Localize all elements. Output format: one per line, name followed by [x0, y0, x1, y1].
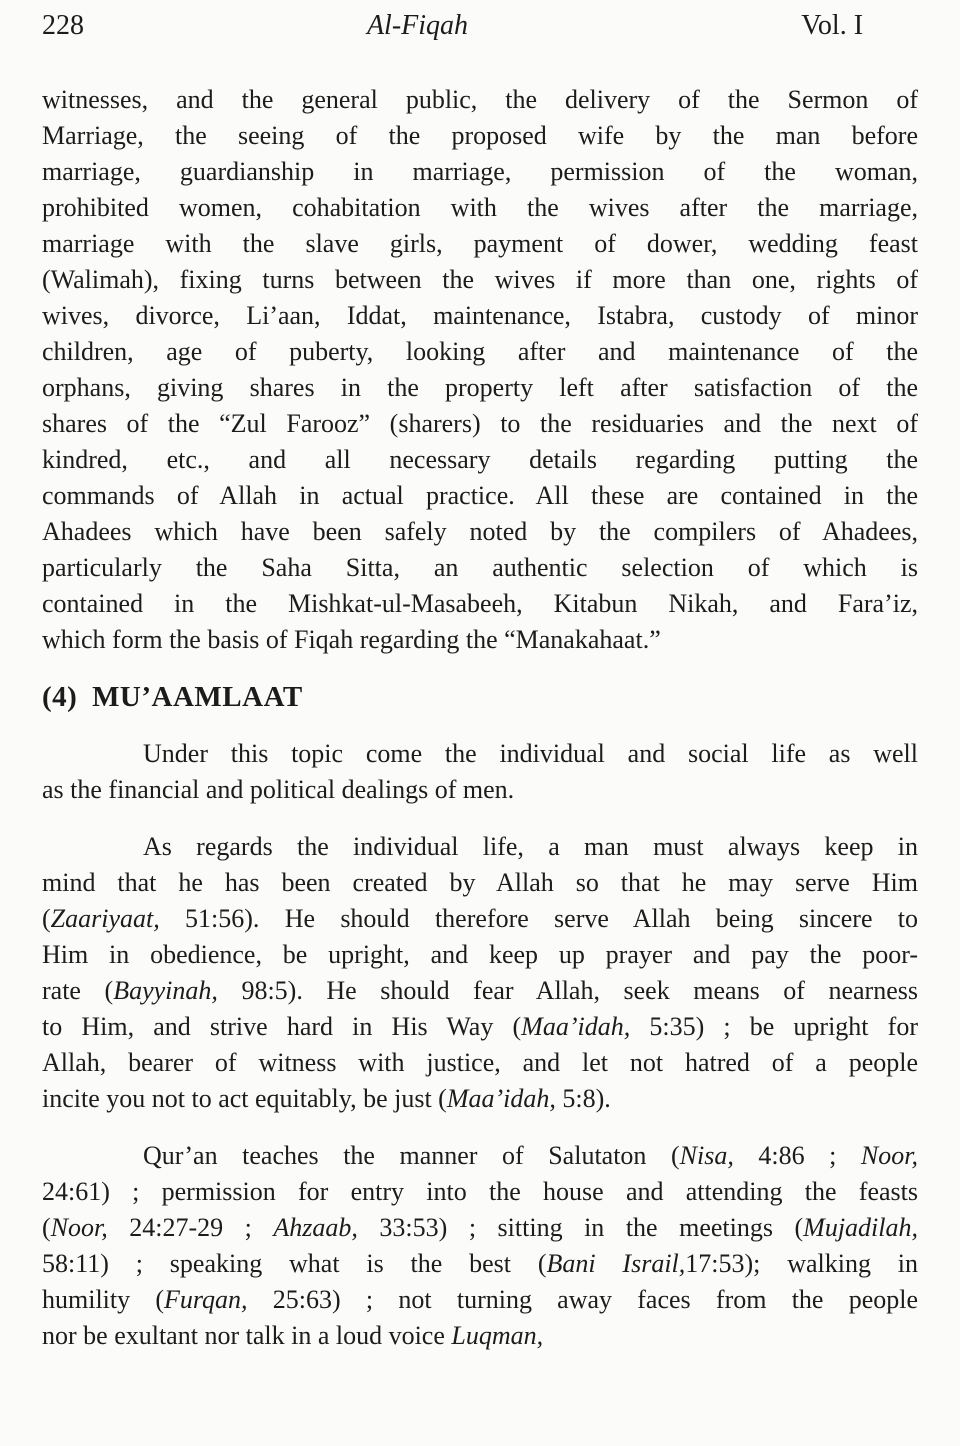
- text-run: Under this topic come the individual and social life as well: [143, 739, 918, 768]
- italic-text-run: Noor,: [860, 1141, 918, 1170]
- text-run: commands of Allah in actual practice. All these are contained in the: [42, 481, 918, 510]
- text-run: 98:5). He should fear Allah, seek means of nearness: [217, 976, 918, 1005]
- book-title: Al-Fiqah: [366, 10, 469, 41]
- italic-text-run: Maa’idah,: [521, 1012, 631, 1041]
- section-heading: (4) MU’AAMLAAT: [42, 681, 303, 713]
- text-run: Ahadees which have been safely noted by the compilers of Ahadees,: [42, 517, 918, 546]
- text-run: as the financial and political dealings of men.: [42, 775, 515, 804]
- text-run: Allah, bearer of witness with justice, and let not hatred of a people: [42, 1048, 918, 1077]
- text-line: [42, 1210, 918, 1246]
- paragraph: [42, 829, 918, 1117]
- paragraph: [42, 1138, 918, 1354]
- document-body: [42, 82, 918, 1354]
- text-run: orphans, giving shares in the property left after satisfaction of the: [42, 373, 918, 402]
- text-line: [42, 334, 918, 370]
- italic-text-run: Furqan,: [164, 1285, 248, 1314]
- text-line: [42, 865, 918, 901]
- text-run: prohibited women, cohabitation with the wives after the marriage,: [42, 193, 918, 222]
- paragraph: [42, 82, 918, 658]
- italic-text-run: Luqman,: [451, 1321, 544, 1350]
- volume-label: Vol. I: [801, 10, 864, 41]
- text-line: [42, 901, 918, 937]
- text-line: [42, 406, 918, 442]
- text-line: [42, 298, 918, 334]
- text-line: [42, 829, 918, 865]
- text-line: [42, 370, 918, 406]
- text-run: wives, divorce, Li’aan, Iddat, maintenance, Istabra, custody of minor: [42, 301, 918, 330]
- text-line: [42, 586, 918, 622]
- text-run: mind that he has been created by Allah so that he may serve Him: [42, 868, 918, 897]
- text-run: 51:56). He should therefore serve Allah being sincere to: [159, 904, 918, 933]
- text-line: [42, 118, 918, 154]
- text-run: kindred, etc., and all necessary details regarding putting the: [42, 445, 918, 474]
- text-run: (: [42, 1213, 51, 1242]
- text-run: 5:8).: [555, 1084, 611, 1113]
- text-line: [42, 190, 918, 226]
- text-line: [42, 973, 918, 1009]
- text-line: [42, 1081, 918, 1117]
- text-run: incite you not to act equitably, be just (: [42, 1084, 447, 1113]
- text-run: which form the basis of Fiqah regarding the “Manakahaat.”: [42, 625, 661, 654]
- text-run: humility (: [42, 1285, 165, 1314]
- text-line: [42, 1174, 918, 1210]
- text-line: [42, 772, 918, 808]
- text-run: 4:86 ;: [733, 1141, 861, 1170]
- text-run: contained in the Mishkat-ul-Masabeeh, Kitabun Nikah, and Fara’iz,: [42, 589, 918, 618]
- text-line: [42, 1318, 918, 1354]
- text-run: 5:35) ; be upright for: [630, 1012, 918, 1041]
- italic-text-run: Zaariyaat,: [50, 904, 160, 933]
- italic-text-run: Bayyinah,: [113, 976, 218, 1005]
- text-line: [42, 736, 918, 772]
- text-line: [42, 478, 918, 514]
- text-run: witnesses, and the general public, the delivery of the Sermon of: [42, 85, 918, 114]
- text-run: 24:61) ; permission for entry into the house and attending the feasts: [42, 1177, 918, 1206]
- italic-text-run: Noor,: [50, 1213, 108, 1242]
- text-line: [42, 1009, 918, 1045]
- text-run: 33:53) ; sitting in the meetings (: [357, 1213, 804, 1242]
- text-line: [42, 262, 918, 298]
- text-line: [42, 226, 918, 262]
- text-run: 24:27-29 ;: [107, 1213, 274, 1242]
- text-run: rate (: [42, 976, 114, 1005]
- text-line: [42, 82, 918, 118]
- text-line: [42, 442, 918, 478]
- italic-text-run: Mujadilah,: [803, 1213, 918, 1242]
- paragraph: [42, 736, 918, 808]
- text-run: 25:63) ; not turning away faces from the people: [247, 1285, 918, 1314]
- italic-text-run: Maa’idah,: [446, 1084, 556, 1113]
- text-run: (: [42, 904, 51, 933]
- text-run: Marriage, the seeing of the proposed wife by the man before: [42, 121, 918, 150]
- text-line: [42, 514, 918, 550]
- text-run: As regards the individual life, a man must always keep in: [143, 832, 918, 861]
- italic-text-run: Ahzaab,: [273, 1213, 358, 1242]
- page-number: 228: [42, 10, 84, 41]
- text-line: [42, 550, 918, 586]
- text-run: marriage with the slave girls, payment of dower, wedding feast: [42, 229, 918, 258]
- running-header: [42, 8, 918, 44]
- text-run: marriage, guardianship in marriage, permission of the woman,: [42, 157, 918, 186]
- italic-text-run: Nisa,: [679, 1141, 734, 1170]
- text-line: [42, 1246, 918, 1282]
- italic-text-run: Bani Israil,: [546, 1249, 686, 1278]
- text-run: shares of the “Zul Farooz” (sharers) to the residuaries and the next of: [42, 409, 918, 438]
- text-line: [42, 1138, 918, 1174]
- text-run: Qur’an teaches the manner of Salutaton (: [143, 1141, 680, 1170]
- text-line: [42, 937, 918, 973]
- text-run: 58:11) ; speaking what is the best (: [42, 1249, 547, 1278]
- text-run: Him in obedience, be upright, and keep up prayer and pay the poor-: [42, 940, 918, 969]
- text-run: 17:53); walking in: [685, 1249, 919, 1278]
- text-line: [42, 154, 918, 190]
- text-line: [42, 1282, 918, 1318]
- text-run: (Walimah), fixing turns between the wives if more than one, rights of: [42, 265, 918, 294]
- text-run: to Him, and strive hard in His Way (: [42, 1012, 522, 1041]
- text-line: [42, 1045, 918, 1081]
- text-run: nor be exultant nor talk in a loud voice: [42, 1321, 452, 1350]
- text-run: children, age of puberty, looking after and maintenance of the: [42, 337, 918, 366]
- text-run: particularly the Saha Sitta, an authentic selection of which is: [42, 553, 918, 582]
- text-line: [42, 622, 918, 658]
